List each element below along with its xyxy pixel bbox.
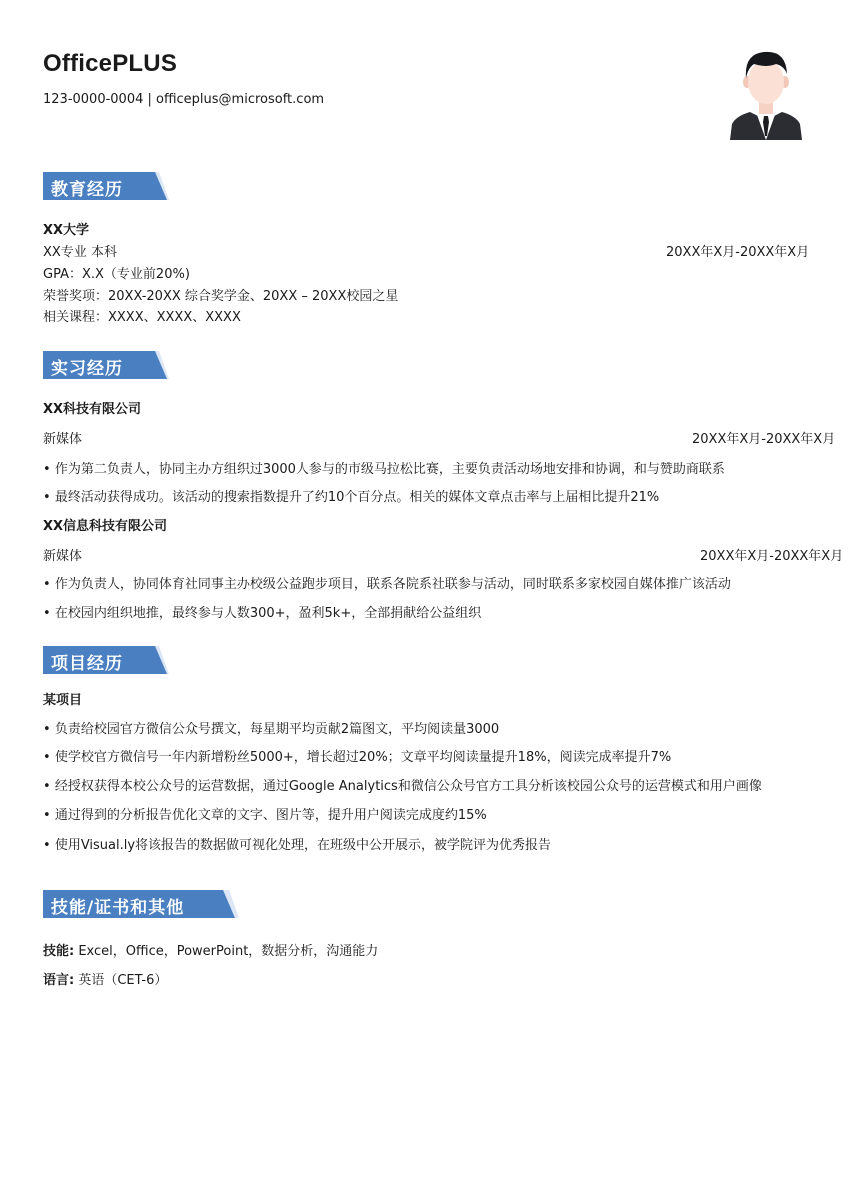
- job-bullet: • 作为负责人，协同体育社同事主办校级公益跑步项目，联系各院系社联参与活动，同时联系多家校园自媒体推广该活动: [43, 573, 731, 592]
- project-bullet: • 使用Visual.ly将该报告的数据做可视化处理，在班级中公开展示，被学院评为优秀报告: [43, 834, 551, 853]
- skills-row: [43, 940, 378, 959]
- job-bullet: • 作为第二负责人，协同主办方组织过3000人参与的市级马拉松比赛，主要负责活动场地安排和协调，和与赞助商联系: [43, 458, 725, 477]
- major-degree: XX专业 本科: [43, 245, 117, 260]
- project-bullet: • 使学校官方微信号一年内新增粉丝5000+，增长超过20%；文章平均阅读量提升18%，阅读完成率提升7%: [43, 746, 671, 765]
- job-date: 20XX年X月-20XX年X月: [692, 432, 836, 447]
- job-bullet: • 在校园内组织地推，最终参与人数300+，盈利5k+，全部捐献给公益组织: [43, 602, 481, 621]
- skills-value: Excel，Office，PowerPoint，数据分析，沟通能力: [74, 944, 379, 959]
- school-name: XX大学: [43, 223, 90, 238]
- section-header-internship: [43, 351, 173, 379]
- language-value: 英语（CET-6）: [74, 973, 168, 988]
- project-bullet: • 通过得到的分析报告优化文章的文字、图片等，提升用户阅读完成度约15%: [43, 804, 487, 823]
- section-title: 教育经历: [51, 180, 123, 200]
- section-header-skills: [43, 890, 243, 918]
- section-title: 技能/证书和其他: [51, 898, 185, 918]
- company-name: XX科技有限公司: [43, 402, 142, 417]
- person-avatar-icon: [726, 44, 806, 140]
- section-header-project: [43, 646, 173, 674]
- honors: 荣誉奖项：20XX-20XX 综合奖学金、20XX – 20XX校园之星: [43, 289, 399, 304]
- gpa: GPA：X.X（专业前20%): [43, 267, 190, 282]
- avatar: [726, 44, 806, 140]
- job-date: 20XX年X月-20XX年X月: [700, 549, 844, 564]
- education-date: 20XX年X月-20XX年X月: [666, 245, 810, 260]
- contact-info: 123-0000-0004 | officeplus@microsoft.com: [43, 92, 325, 107]
- language-label: 语言:: [43, 973, 75, 988]
- skills-label: 技能:: [43, 944, 75, 959]
- section-title: 项目经历: [51, 654, 123, 674]
- courses: 相关课程：XXXX、XXXX、XXXX: [43, 310, 241, 325]
- candidate-name: OfficePLUS: [43, 50, 178, 77]
- job-role: 新媒体: [43, 549, 83, 564]
- section-title: 实习经历: [51, 359, 123, 379]
- job-role: 新媒体: [43, 432, 83, 447]
- project-bullet: • 经授权获得本校公众号的运营数据，通过Google Analytics和微信公众号官方工具分析该校园公众号的运营模式和用户画像: [43, 775, 762, 794]
- project-name: 某项目: [43, 693, 83, 708]
- project-bullet: • 负责给校园官方微信公众号撰文，每星期平均贡献2篇图文，平均阅读量3000: [43, 718, 499, 737]
- section-header-education: [43, 172, 173, 200]
- language-row: [43, 969, 167, 988]
- job-bullet: • 最终活动获得成功。该活动的搜索指数提升了约10个百分点。相关的媒体文章点击率与上届相比提升21%: [43, 486, 659, 505]
- company-name: XX信息科技有限公司: [43, 519, 168, 534]
